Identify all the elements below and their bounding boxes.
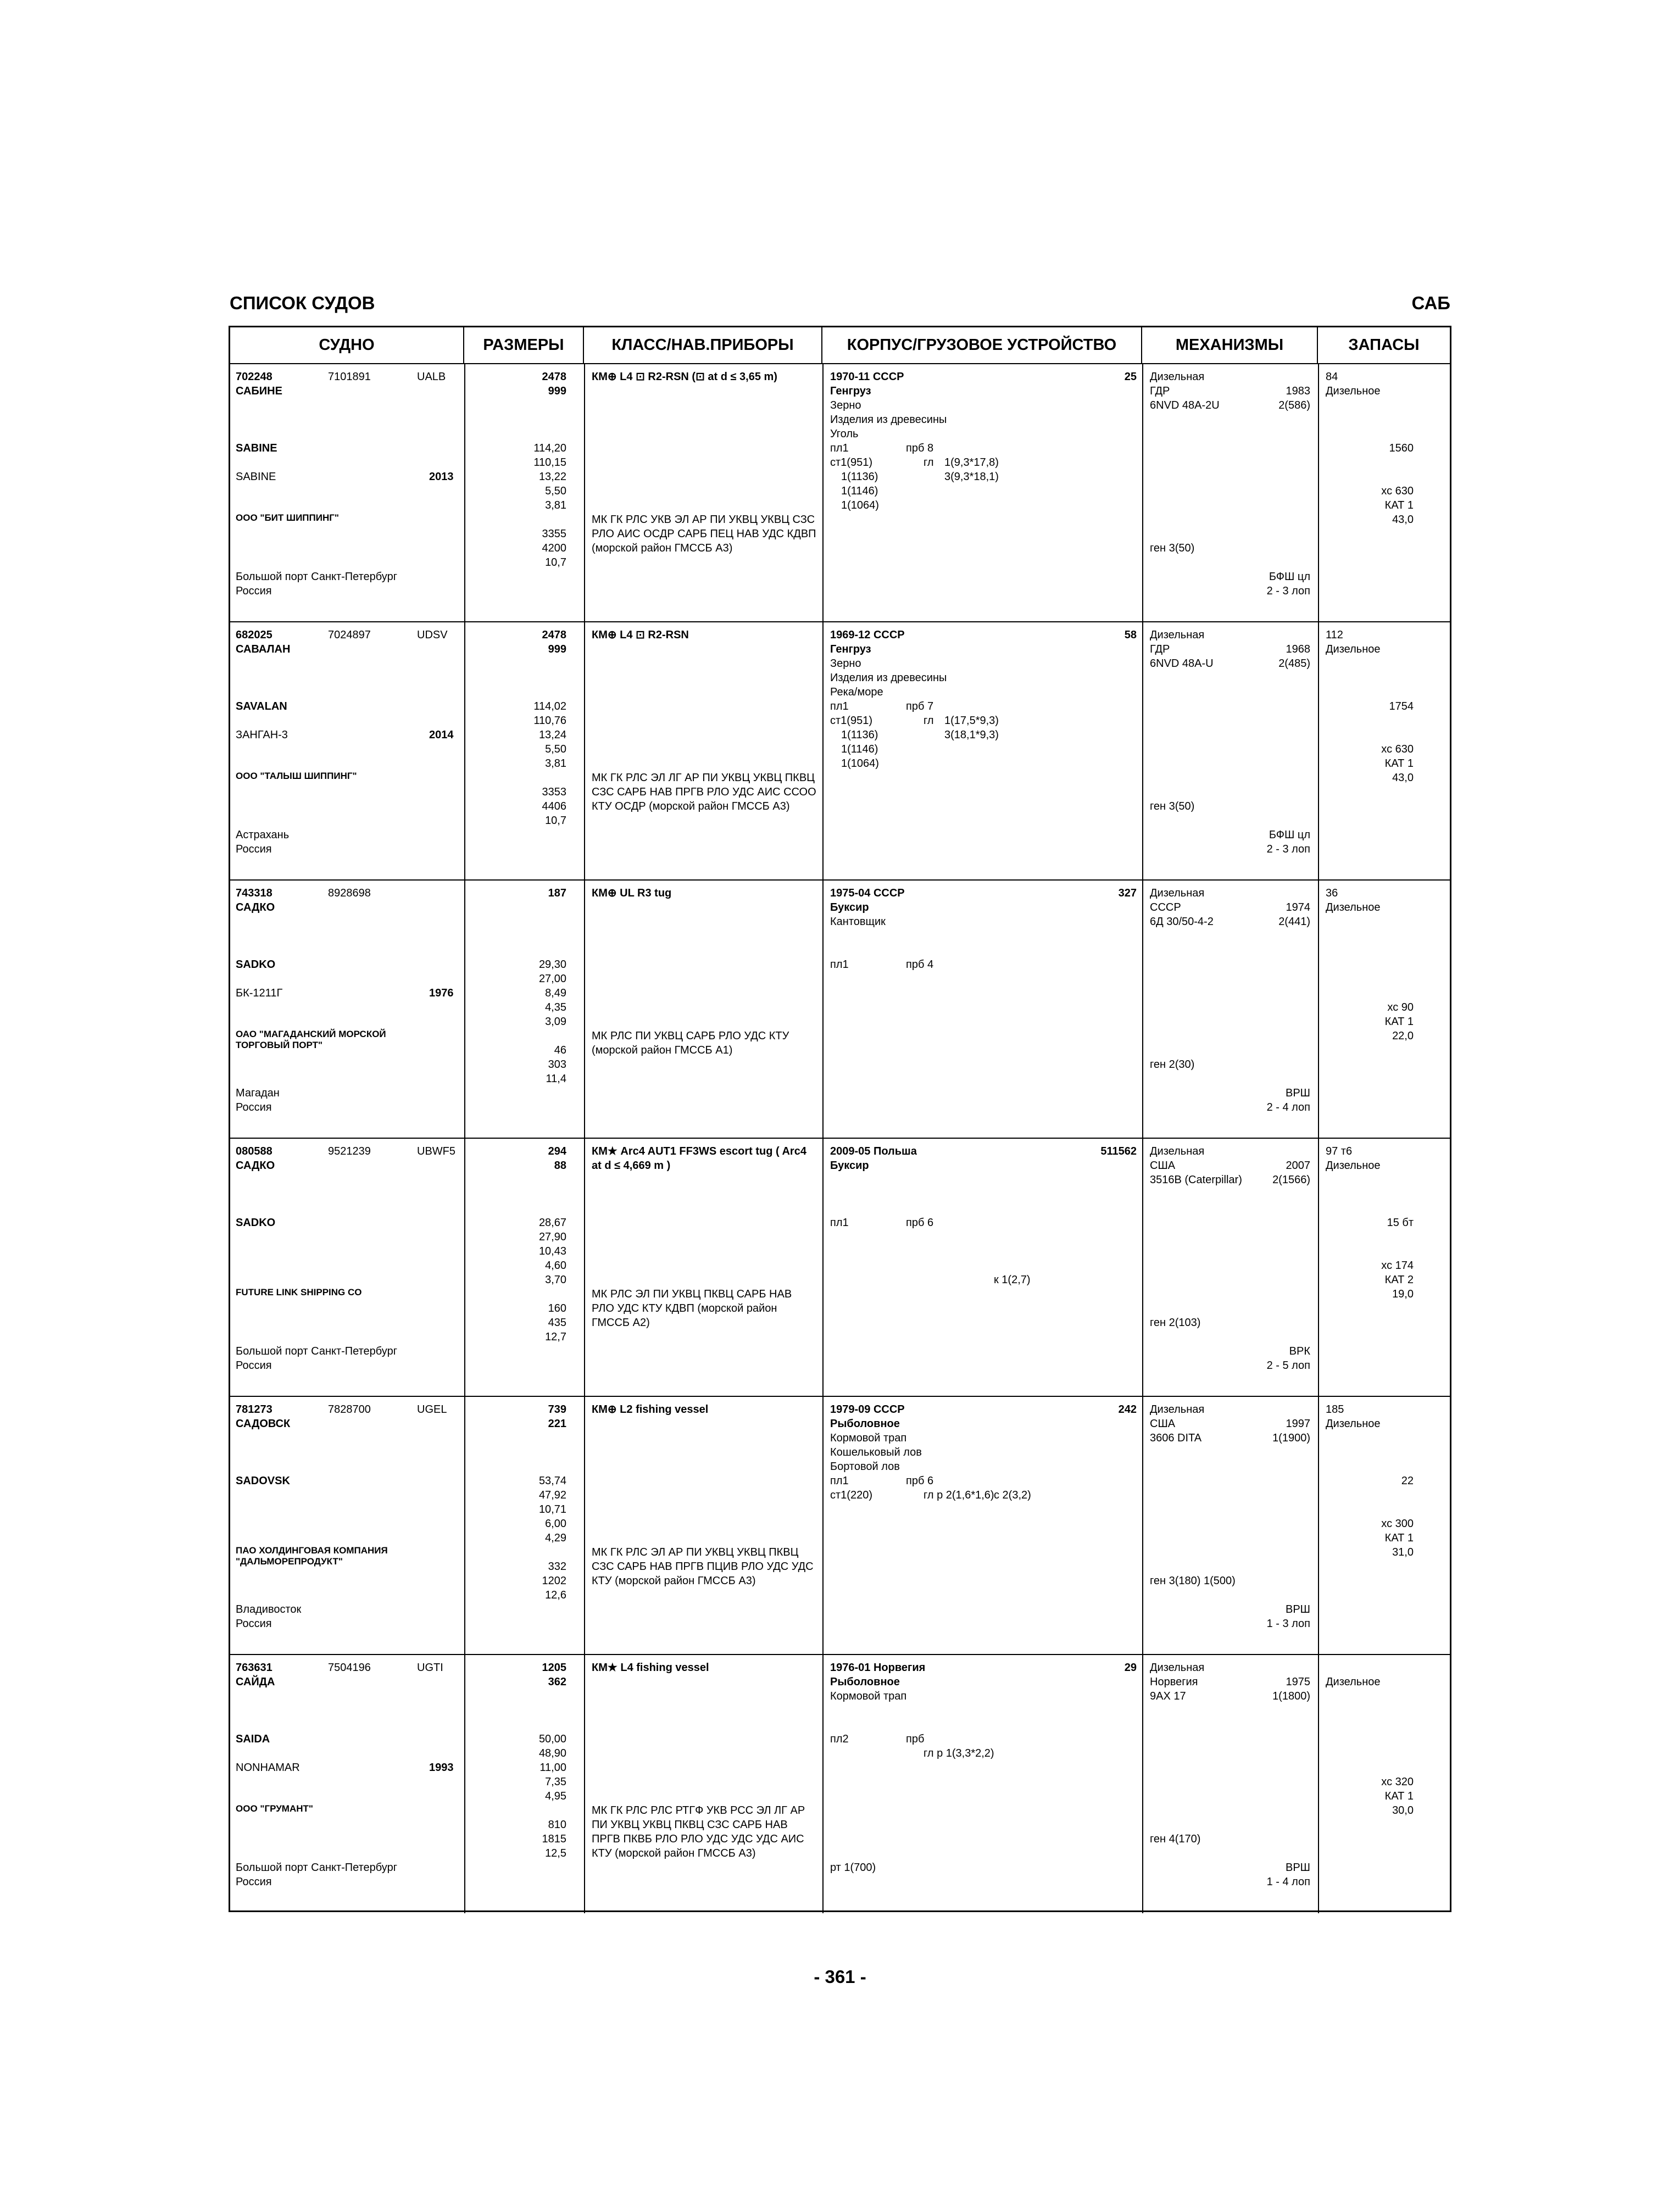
hold-item: пл1 <box>830 1217 849 1229</box>
capacity-value: 3353 <box>542 786 566 798</box>
dimension-value: 110,76 <box>533 715 566 727</box>
engine-year: 1968 <box>1286 643 1310 655</box>
vessel-imo: 8928698 <box>328 887 371 899</box>
vessel-name: САДКО <box>236 1160 275 1172</box>
vessel-reg-number: 743318 <box>236 887 272 899</box>
engine-info: ГДР <box>1150 643 1170 655</box>
hull-number: 58 <box>1124 629 1137 641</box>
dimension-value: 110,15 <box>533 456 566 469</box>
vessel-port: Владивосток <box>236 1603 302 1615</box>
generator-info: ген 4(170) <box>1150 1833 1201 1845</box>
class-notation: КМ⊕ L4 ⊡ R2-RSN (⊡ at d ≤ 3,65 m) <box>592 371 777 383</box>
class-notation: КМ★ Arc4 AUT1 FF3WS escort tug ( Arc4 at d ≤ 4,669 m ) <box>592 1145 806 1172</box>
propeller-type: БФШ цл <box>1269 829 1310 841</box>
navigation-equipment: МК ГК РЛС УКВ ЭЛ АР ПИ УКВЦ УКВЦ СЗС РЛО АИС ОСДР САРБ ПЕЦ НАВ УДС КДВП (морской район ГМССБ А3) <box>592 514 816 554</box>
hold-item: ст1(951) <box>830 456 872 469</box>
supply-detail: КАТ 1 <box>1384 1016 1414 1028</box>
hull-type-line: Река/море <box>830 686 883 698</box>
supply-amount: 1560 <box>1389 442 1414 454</box>
hull-type-line: Изделия из древесины <box>830 414 947 426</box>
supply-detail: КАТ 1 <box>1384 1790 1414 1802</box>
vessel-port: Большой порт Санкт-Петербург <box>236 1862 398 1874</box>
hull-type-line: Уголь <box>830 428 859 440</box>
propeller-type: БФШ цл <box>1269 571 1310 583</box>
dimension-value: 11,00 <box>539 1762 566 1774</box>
propeller-blades: 1 - 3 лоп <box>1266 1618 1310 1630</box>
dimension-value: 27,00 <box>538 973 566 985</box>
ship-table <box>229 326 1451 1912</box>
vessel-callsign: UGTI <box>417 1662 443 1674</box>
vessel-imo: 9521239 <box>328 1145 371 1157</box>
vessel-owner: ООО "ТАЛЫШ ШИППИНГ" <box>236 771 357 781</box>
engine-info: 3516B (Caterpillar) <box>1150 1174 1242 1186</box>
fuel-type: Дизельное <box>1326 1676 1381 1688</box>
vessel-name-latin: SADKO <box>236 959 276 971</box>
hull-number: 29 <box>1124 1662 1137 1674</box>
dimension-value: 4,35 <box>545 1001 566 1013</box>
dimension-value: 10,43 <box>538 1245 566 1257</box>
dimension-value: 50,00 <box>538 1733 566 1745</box>
supply-amount: 15 бт <box>1387 1217 1414 1229</box>
supply-top: 112 <box>1326 629 1343 641</box>
capacity-value: 46 <box>554 1044 566 1056</box>
dimension-value: 53,74 <box>538 1475 566 1487</box>
hull-type-line: Рыболовное <box>830 1676 900 1688</box>
vessel-name-latin: SAVALAN <box>236 700 287 712</box>
hatch-item: гл р 1(3,3*2,2) <box>924 1747 994 1759</box>
vessel-port: Большой порт Санкт-Петербург <box>236 571 398 583</box>
net-tonnage: 221 <box>548 1418 566 1430</box>
vessel-owner: FUTURE LINK SHIPPING CO <box>236 1287 362 1297</box>
vessel-port: Астрахань <box>236 829 290 841</box>
hull-type-line: Зерно <box>830 658 861 670</box>
engine-info: Дизельная <box>1150 1662 1205 1674</box>
hull-build-info: 1979-09 СССР <box>830 1403 905 1416</box>
vessel-year: 2013 <box>429 471 454 483</box>
engine-info: СССР <box>1150 901 1181 913</box>
capacity-value: 12,7 <box>545 1331 566 1343</box>
dimension-value: 13,22 <box>538 471 566 483</box>
supply-detail: КАТ 1 <box>1384 757 1414 770</box>
engine-power: 2(586) <box>1278 399 1310 411</box>
propeller-type: ВРШ <box>1285 1862 1310 1874</box>
propeller-type: ВРШ <box>1285 1603 1310 1615</box>
capacity-value: 810 <box>548 1819 566 1831</box>
capacity-value: 10,7 <box>545 556 566 569</box>
vessel-owner: ПАО ХОЛДИНГОВАЯ КОМПАНИЯ "ДАЛЬМОРЕПРОДУКТ" <box>236 1545 388 1567</box>
engine-power: 2(1566) <box>1272 1174 1310 1186</box>
engine-year: 1983 <box>1286 385 1310 397</box>
engine-info: ГДР <box>1150 385 1170 397</box>
hatch-item: прб 8 <box>906 442 934 454</box>
column-header-dimensions: РАЗМЕРЫ <box>464 327 584 363</box>
dimension-value: 4,95 <box>545 1790 566 1802</box>
engine-power: 2(485) <box>1278 658 1310 670</box>
supply-detail: хс 630 <box>1381 485 1414 497</box>
dimension-value: 4,29 <box>545 1532 566 1544</box>
vessel-former-name: SABINE <box>236 471 276 483</box>
hull-extra: рт 1(700) <box>830 1862 876 1874</box>
net-tonnage: 362 <box>548 1676 566 1688</box>
vessel-former-name: ЗАНГАН-3 <box>236 729 288 741</box>
vessel-callsign: UALB <box>417 371 446 383</box>
dimension-value: 3,09 <box>545 1016 566 1028</box>
vessel-former-name: NONHAMAR <box>236 1762 300 1774</box>
vessel-reg-number: 682025 <box>236 629 272 641</box>
supply-detail: 22,0 <box>1392 1030 1414 1042</box>
gross-tonnage: 187 <box>548 887 566 899</box>
engine-info: Дизельная <box>1150 1403 1205 1416</box>
hold-item: пл1 <box>830 700 849 712</box>
hold-item: пл1 <box>830 442 849 454</box>
propeller-blades: 2 - 5 лоп <box>1266 1360 1310 1372</box>
vessel-name: САБИНЕ <box>236 385 282 397</box>
gross-tonnage: 2478 <box>542 371 566 383</box>
supply-detail: хс 320 <box>1381 1776 1414 1788</box>
net-tonnage: 999 <box>548 643 566 655</box>
fuel-type: Дизельное <box>1326 1160 1381 1172</box>
dimension-value: 28,67 <box>538 1217 566 1229</box>
vessel-country: Россия <box>236 843 272 855</box>
supply-detail: хс 174 <box>1381 1260 1414 1272</box>
hatch-item: прб 6 <box>906 1217 934 1229</box>
vessel-callsign: UBWF5 <box>417 1145 455 1157</box>
engine-info: Дизельная <box>1150 371 1205 383</box>
engine-info: Норвегия <box>1150 1676 1198 1688</box>
column-header-vessel: СУДНО <box>230 327 464 363</box>
capacity-value: 11,4 <box>546 1073 566 1085</box>
supply-detail: 43,0 <box>1392 772 1414 784</box>
capacity-value: 3355 <box>542 528 566 540</box>
gross-tonnage: 294 <box>548 1145 566 1157</box>
gross-tonnage: 1205 <box>542 1662 566 1674</box>
dimension-value: 7,35 <box>545 1776 566 1788</box>
engine-info: 9AX 17 <box>1150 1690 1186 1702</box>
vessel-country: Россия <box>236 1360 272 1372</box>
hull-number: 327 <box>1118 887 1137 899</box>
hatch-item: гл р 2(1,6*1,6) <box>924 1489 994 1501</box>
dimension-value: 29,30 <box>538 959 566 971</box>
hull-build-info: 1975-04 СССР <box>830 887 905 899</box>
hold-item: 1(1064) <box>841 757 879 770</box>
hold-item: ст1(220) <box>830 1489 872 1501</box>
hold-item: 1(1146) <box>841 485 878 497</box>
vessel-country: Россия <box>236 1876 272 1888</box>
hull-type-line: Кормовой трап <box>830 1432 907 1444</box>
engine-year: 2007 <box>1286 1160 1310 1172</box>
column-header-supplies: ЗАПАСЫ <box>1348 336 1420 354</box>
class-notation: КМ★ L4 fishing vessel <box>592 1662 709 1674</box>
class-notation: КМ⊕ L2 fishing vessel <box>592 1403 709 1416</box>
vessel-name-latin: SABINE <box>236 442 277 454</box>
hold-item: 1(1136) <box>841 729 878 741</box>
supply-top: 185 <box>1326 1403 1344 1416</box>
dimension-value: 6,00 <box>545 1518 566 1530</box>
engine-info: Дизельная <box>1150 1145 1205 1157</box>
supply-detail: 31,0 <box>1392 1546 1414 1558</box>
hull-number: 25 <box>1124 371 1137 383</box>
column-header-hull: КОРПУС/ГРУЗОВОЕ УСТРОЙСТВО <box>822 327 1142 363</box>
hold-item: пл1 <box>830 1475 849 1487</box>
vessel-name: САДОВСК <box>236 1418 291 1430</box>
capacity-value: 303 <box>548 1059 566 1071</box>
supply-detail: 30,0 <box>1392 1804 1414 1817</box>
hull-type-line: Генгруз <box>830 643 871 655</box>
engine-year: 1974 <box>1286 901 1310 913</box>
hatch-item: прб 7 <box>906 700 934 712</box>
vessel-name-latin: SAIDA <box>236 1733 270 1745</box>
column-header-machinery: МЕХАНИЗМЫ <box>1142 327 1318 363</box>
engine-info: 3606 DITA <box>1150 1432 1202 1444</box>
capacity-value: 4406 <box>542 800 566 812</box>
capacity-value: 10,7 <box>545 815 566 827</box>
hatch-item: прб 6 <box>906 1475 934 1487</box>
hatch-item: гл <box>924 715 934 727</box>
dimension-value: 10,71 <box>538 1503 566 1516</box>
hull-type-line: Буксир <box>830 901 869 913</box>
hold-item: 1(1064) <box>841 499 879 511</box>
vessel-year: 2014 <box>429 729 454 741</box>
hatch-item: прб 4 <box>906 959 934 971</box>
capacity-value: 12,6 <box>545 1589 566 1601</box>
vessel-owner: ООО "ГРУМАНТ" <box>236 1803 313 1814</box>
vessel-callsign: UGEL <box>417 1403 447 1416</box>
navigation-equipment: МК ГК РЛС ЭЛ ЛГ АР ПИ УКВЦ УКВЦ ПКВЦ СЗС САРБ НАВ ПРГВ РЛО УДС АИС ССОО КТУ ОСДР (морской район ГМССБ А3) <box>592 772 816 812</box>
hull-build-info: 1970-11 СССР <box>830 371 904 383</box>
hull-type-line: Генгруз <box>830 385 871 397</box>
page-header-title: СПИСОК СУДОВ <box>230 293 375 313</box>
class-notation: КМ⊕ UL R3 tug <box>592 887 672 899</box>
vessel-name: САВАЛАН <box>236 643 291 655</box>
vessel-callsign: UDSV <box>417 629 448 641</box>
net-tonnage: 999 <box>548 385 566 397</box>
page-number: - 361 - <box>814 1967 866 1987</box>
hold-item: пл2 <box>830 1733 849 1745</box>
vessel-imo: 7101891 <box>328 371 371 383</box>
supply-amount: 22 <box>1401 1475 1414 1487</box>
dimension-value: 3,81 <box>545 757 566 770</box>
propeller-blades: 2 - 4 лоп <box>1266 1101 1310 1113</box>
engine-power: 1(1900) <box>1272 1432 1310 1444</box>
supply-top: 36 <box>1326 887 1338 899</box>
generator-info: ген 3(50) <box>1150 542 1195 554</box>
propeller-type: ВРШ <box>1285 1087 1310 1099</box>
dimension-value: 47,92 <box>538 1489 566 1501</box>
vessel-imo: 7828700 <box>328 1403 371 1416</box>
dimension-value: 114,20 <box>533 442 566 454</box>
gross-tonnage: 739 <box>548 1403 566 1416</box>
propeller-blades: 2 - 3 лоп <box>1266 585 1310 597</box>
net-tonnage: 88 <box>554 1160 566 1172</box>
dimension-value: 5,50 <box>545 743 566 755</box>
vessel-reg-number: 702248 <box>236 371 272 383</box>
fuel-type: Дизельное <box>1326 901 1381 913</box>
engine-year: 1997 <box>1286 1418 1310 1430</box>
vessel-reg-number: 781273 <box>236 1403 272 1416</box>
vessel-name: САЙДА <box>236 1676 275 1688</box>
vessel-reg-number: 080588 <box>236 1145 272 1157</box>
engine-info: США <box>1150 1160 1176 1172</box>
fuel-type: Дизельное <box>1326 1418 1381 1430</box>
capacity-value: 160 <box>548 1302 566 1314</box>
engine-info: 6Д 30/50-4-2 <box>1150 916 1214 928</box>
vessel-country: Россия <box>236 1618 272 1630</box>
supply-amount: 1754 <box>1389 700 1414 712</box>
capacity-value: 1815 <box>542 1833 566 1845</box>
propeller-type: ВРК <box>1289 1345 1310 1357</box>
supply-top: 97 т6 <box>1326 1145 1353 1157</box>
hold-item: 1(1136) <box>841 471 878 483</box>
supply-detail: КАТ 1 <box>1384 1532 1414 1544</box>
engine-info: Дизельная <box>1150 629 1205 641</box>
hull-type-line: Буксир <box>830 1160 869 1172</box>
dimension-value: 3,81 <box>545 499 566 511</box>
fuel-type: Дизельное <box>1326 385 1381 397</box>
vessel-reg-number: 763631 <box>236 1662 272 1674</box>
engine-info: Дизельная <box>1150 887 1205 899</box>
capacity-value: 332 <box>548 1561 566 1573</box>
engine-info: 6NVD 48A-2U <box>1150 399 1220 411</box>
hull-type-line: Кошельковый лов <box>830 1446 922 1458</box>
vessel-former-name: БК-1211Г <box>236 987 283 999</box>
supply-detail: 43,0 <box>1392 514 1414 526</box>
hull-type-line: Зерно <box>830 399 861 411</box>
navigation-equipment: МК ГК РЛС ЭЛ АР ПИ УКВЦ УКВЦ ПКВЦ СЗС САРБ НАВ ПРГВ ПЦИВ РЛО УДС УДС КТУ (морской район ГМССБ А3) <box>592 1546 814 1587</box>
engine-power: 1(1800) <box>1272 1690 1310 1702</box>
hatch-size: 1(9,3*17,8) <box>944 456 999 469</box>
hull-build-info: 2009-05 Польша <box>830 1145 917 1157</box>
vessel-record <box>230 364 1450 622</box>
dimension-value: 5,50 <box>545 485 566 497</box>
vessel-port: Большой порт Санкт-Петербург <box>236 1345 398 1357</box>
vessel-name-latin: SADKO <box>236 1217 276 1229</box>
hatch-size: 3(9,3*18,1) <box>944 471 999 483</box>
supply-detail: хс 90 <box>1387 1001 1414 1013</box>
vessel-imo: 7504196 <box>328 1662 371 1674</box>
dimension-value: 4,60 <box>545 1260 566 1272</box>
dimension-value: 114,02 <box>533 700 566 712</box>
vessel-country: Россия <box>236 585 272 597</box>
fuel-type: Дизельное <box>1326 643 1381 655</box>
hatch-size: 1(17,5*9,3) <box>944 715 999 727</box>
cargo-gear: с 2(3,2) <box>994 1489 1031 1501</box>
supply-detail: КАТ 2 <box>1384 1274 1414 1286</box>
supply-detail: хс 300 <box>1381 1518 1414 1530</box>
vessel-country: Россия <box>236 1101 272 1113</box>
hatch-item: гл <box>924 456 934 469</box>
hull-type-line: Кормовой трап <box>830 1690 907 1702</box>
hull-number: 511562 <box>1100 1145 1137 1157</box>
supply-detail: 19,0 <box>1392 1288 1414 1300</box>
supply-top: 84 <box>1326 371 1338 383</box>
gross-tonnage: 2478 <box>542 629 566 641</box>
vessel-port: Магадан <box>236 1087 280 1099</box>
supply-detail: КАТ 1 <box>1384 499 1414 511</box>
engine-info: США <box>1150 1418 1176 1430</box>
hatch-item: прб <box>906 1733 925 1745</box>
vessel-name: САДКО <box>236 901 275 913</box>
generator-info: ген 3(50) <box>1150 800 1195 812</box>
capacity-value: 435 <box>548 1317 566 1329</box>
vessel-year: 1976 <box>429 987 454 999</box>
hold-item: пл1 <box>830 959 849 971</box>
generator-info: ген 2(103) <box>1150 1317 1201 1329</box>
navigation-equipment: МК РЛС ЭЛ ПИ УКВЦ ПКВЦ САРБ НАВ РЛО УДС КТУ КДВП (морской район ГМССБ А2) <box>592 1288 792 1329</box>
vessel-name-latin: SADOVSK <box>236 1475 290 1487</box>
engine-power: 2(441) <box>1278 916 1310 928</box>
hatch-size: 3(18,1*9,3) <box>944 729 999 741</box>
dimension-value: 13,24 <box>538 729 566 741</box>
propeller-blades: 1 - 4 лоп <box>1266 1876 1310 1888</box>
navigation-equipment: МК ГК РЛС РЛС РТГФ УКВ РСС ЭЛ ЛГ АР ПИ УКВЦ УКВЦ ПКВЦ СЗС САРБ НАВ ПРГВ ПКВБ РЛО РЛО УДС УДС УДС АИС КТУ (морской район ГМССБ А3) <box>592 1804 805 1859</box>
hull-build-info: 1969-12 СССР <box>830 629 905 641</box>
engine-info: 6NVD 48A-U <box>1150 658 1214 670</box>
vessel-owner: ООО "БИТ ШИППИНГ" <box>236 512 339 523</box>
navigation-equipment: МК РЛС ПИ УКВЦ САРБ РЛО УДС КТУ (морской район ГМССБ А1) <box>592 1030 789 1056</box>
vessel-year: 1993 <box>429 1762 454 1774</box>
dimension-value: 48,90 <box>538 1747 566 1759</box>
hull-build-info: 1976-01 Норвегия <box>830 1662 926 1674</box>
vessel-imo: 7024897 <box>328 629 371 641</box>
engine-year: 1975 <box>1286 1676 1310 1688</box>
hold-item: ст1(951) <box>830 715 872 727</box>
hull-type-line: Бортовой лов <box>830 1461 900 1473</box>
page-header-section: САБ <box>1411 293 1450 313</box>
vessel-record <box>230 881 1450 1139</box>
class-notation: КМ⊕ L4 ⊡ R2-RSN <box>592 629 689 641</box>
capacity-value: 12,5 <box>545 1847 566 1859</box>
vessel-record <box>230 622 1450 881</box>
hull-type-line: Кантовщик <box>830 916 886 928</box>
vessel-record <box>230 1139 1450 1397</box>
generator-info: ген 3(180) 1(500) <box>1150 1575 1236 1587</box>
hull-type-line: Изделия из древесины <box>830 672 947 684</box>
vessel-owner: ОАО "МАГАДАНСКИЙ МОРСКОЙ ТОРГОВЫЙ ПОРТ" <box>236 1029 386 1050</box>
dimension-value: 27,90 <box>538 1231 566 1243</box>
cargo-gear: к 1(2,7) <box>994 1274 1031 1286</box>
supply-detail: хс 630 <box>1381 743 1414 755</box>
dimension-value: 3,70 <box>545 1274 566 1286</box>
vessel-record <box>230 1397 1450 1655</box>
hull-type-line: Рыболовное <box>830 1418 900 1430</box>
hold-item: 1(1146) <box>841 743 878 755</box>
generator-info: ген 2(30) <box>1150 1059 1195 1071</box>
propeller-blades: 2 - 3 лоп <box>1266 843 1310 855</box>
column-header-class: КЛАСС/НАВ.ПРИБОРЫ <box>584 327 822 363</box>
dimension-value: 8,49 <box>545 987 566 999</box>
hull-number: 242 <box>1118 1403 1137 1416</box>
vessel-record <box>230 1655 1450 1913</box>
capacity-value: 1202 <box>542 1575 566 1587</box>
capacity-value: 4200 <box>542 542 566 554</box>
